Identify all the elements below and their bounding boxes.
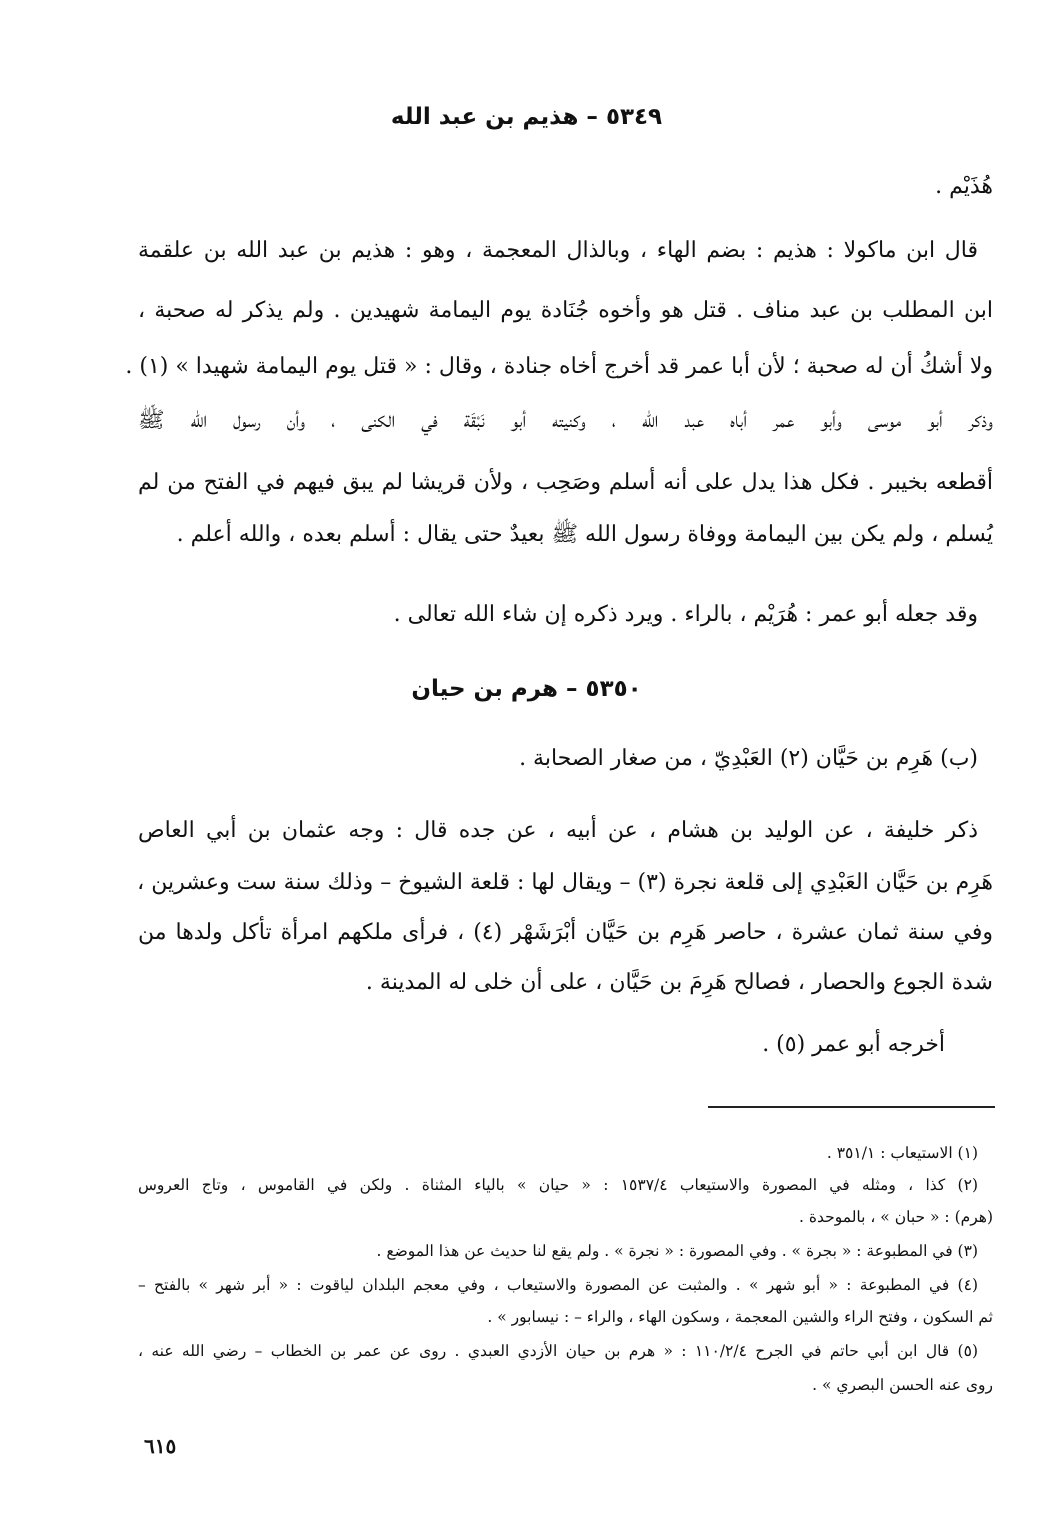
paragraph-line: هَرِم بن حَيَّان العَبْدِي إلى قلعة نجرة (٣) – ويقال لها : قلعة الشيوخ – وذلك سنة ست وعشرين ،	[137, 870, 993, 895]
paragraph-line: شدة الجوع والحصار ، فصالح هَرِمَ بن حَيَّان ، على أن خلى له المدينة .	[365, 970, 993, 995]
entry-name-line: هُذَيْم .	[935, 174, 993, 199]
paragraph-line: أقطعه بخيبر . فكل هذا يدل على أنه أسلم وصَحِب ، ولأن قريشا لم يبق فيهم في الفتح من لم	[138, 470, 993, 495]
paragraph-line: يُسلم ، ولم يكن بين اليمامة ووفاة رسول الله ﷺ بعيدٌ حتى يقال : أسلم بعده ، والله أعلم .	[176, 522, 993, 547]
page-number: ٦١٥	[144, 1434, 177, 1458]
footnote-separator	[708, 1106, 995, 1108]
paragraph-line: وقد جعله أبو عمر : هُرَيْم ، بالراء . ويرد ذكره إن شاء الله تعالى .	[393, 602, 978, 627]
footnote: (٤) في المطبوعة : « أبو شهر » . والمثبت عن المصورة والاستيعاب ، وفي معجم البلدان لياقوت : « أبر شهر » بالفتح –	[138, 1276, 978, 1294]
paragraph-line: أخرجه أبو عمر (٥) .	[762, 1032, 945, 1057]
paragraph-line: ذكر خليفة ، عن الوليد بن هشام ، عن أبيه ، عن جده قال : وجه عثمان بن أبي العاص	[138, 818, 978, 843]
footnote: (هرم) : « حبان » ، بالموحدة .	[799, 1208, 993, 1226]
footnote: (٣) في المطبوعة : « بجرة » . وفي المصورة : « نجرة » . ولم يقع لنا حديث عن هذا الموضع .	[376, 1242, 978, 1260]
paragraph-line: ولا أشكُ أن له صحبة ؛ لأن أبا عمر قد أخرج أخاه جنادة ، وقال : « قتل يوم اليمامة شهيدا » (١) .	[125, 354, 993, 379]
footnote: ثم السكون ، وفتح الراء والشين المعجمة ، وسكون الهاء ، والراء – : نيسابور » .	[487, 1308, 993, 1326]
footnote: روى عنه الحسن البصري » .	[812, 1376, 993, 1394]
footnote: (٥) قال ابن أبي حاتم في الجرح ١١٠/٢/٤ : « هرم بن حيان الأزدي العبدي . روى عن عمر بن الخطاب – رضي الله عنه ،	[138, 1342, 978, 1360]
entry-name-line: (ب) هَرِم بن حَيَّان (٢) العَبْدِيّ ، من صغار الصحابة .	[519, 746, 978, 771]
footnote: (٢) كذا ، ومثله في المصورة والاستيعاب ١٥٣٧/٤ : « حيان » بالياء المثناة . ولكن في القاموس ، وتاج العروس	[138, 1176, 978, 1194]
footnote: (١) الاستيعاب : ٣٥١/١ .	[826, 1144, 978, 1162]
paragraph-line: ابن المطلب بن عبد مناف . قتل هو وأخوه جُنَادة يوم اليمامة شهيدين . ولم يذكر له صحبة ،	[138, 298, 993, 323]
entry-heading-5349: ٥٣٤٩ – هذيم بن عبد الله	[390, 104, 663, 130]
paragraph-line: وذكر أبو موسى وأبو عمر أباه عبد الله ، وكنيته أبو نَبْقَة في الكنى ، وأن رسول الله ﷺ	[138, 408, 993, 433]
paragraph-line: قال ابن ماكولا : هذيم : بضم الهاء ، وبالذال المعجمة ، وهو : هذيم بن عبد الله بن علقمة	[138, 238, 978, 263]
paragraph-line: وفي سنة ثمان عشرة ، حاصر هَرِم بن حَيَّان أبْرَشَهْر (٤) ، فرأى ملكهم امرأة تأكل ولدها من	[138, 920, 993, 945]
entry-heading-5350: ٥٣٥٠ – هرم بن حيان	[411, 676, 642, 702]
